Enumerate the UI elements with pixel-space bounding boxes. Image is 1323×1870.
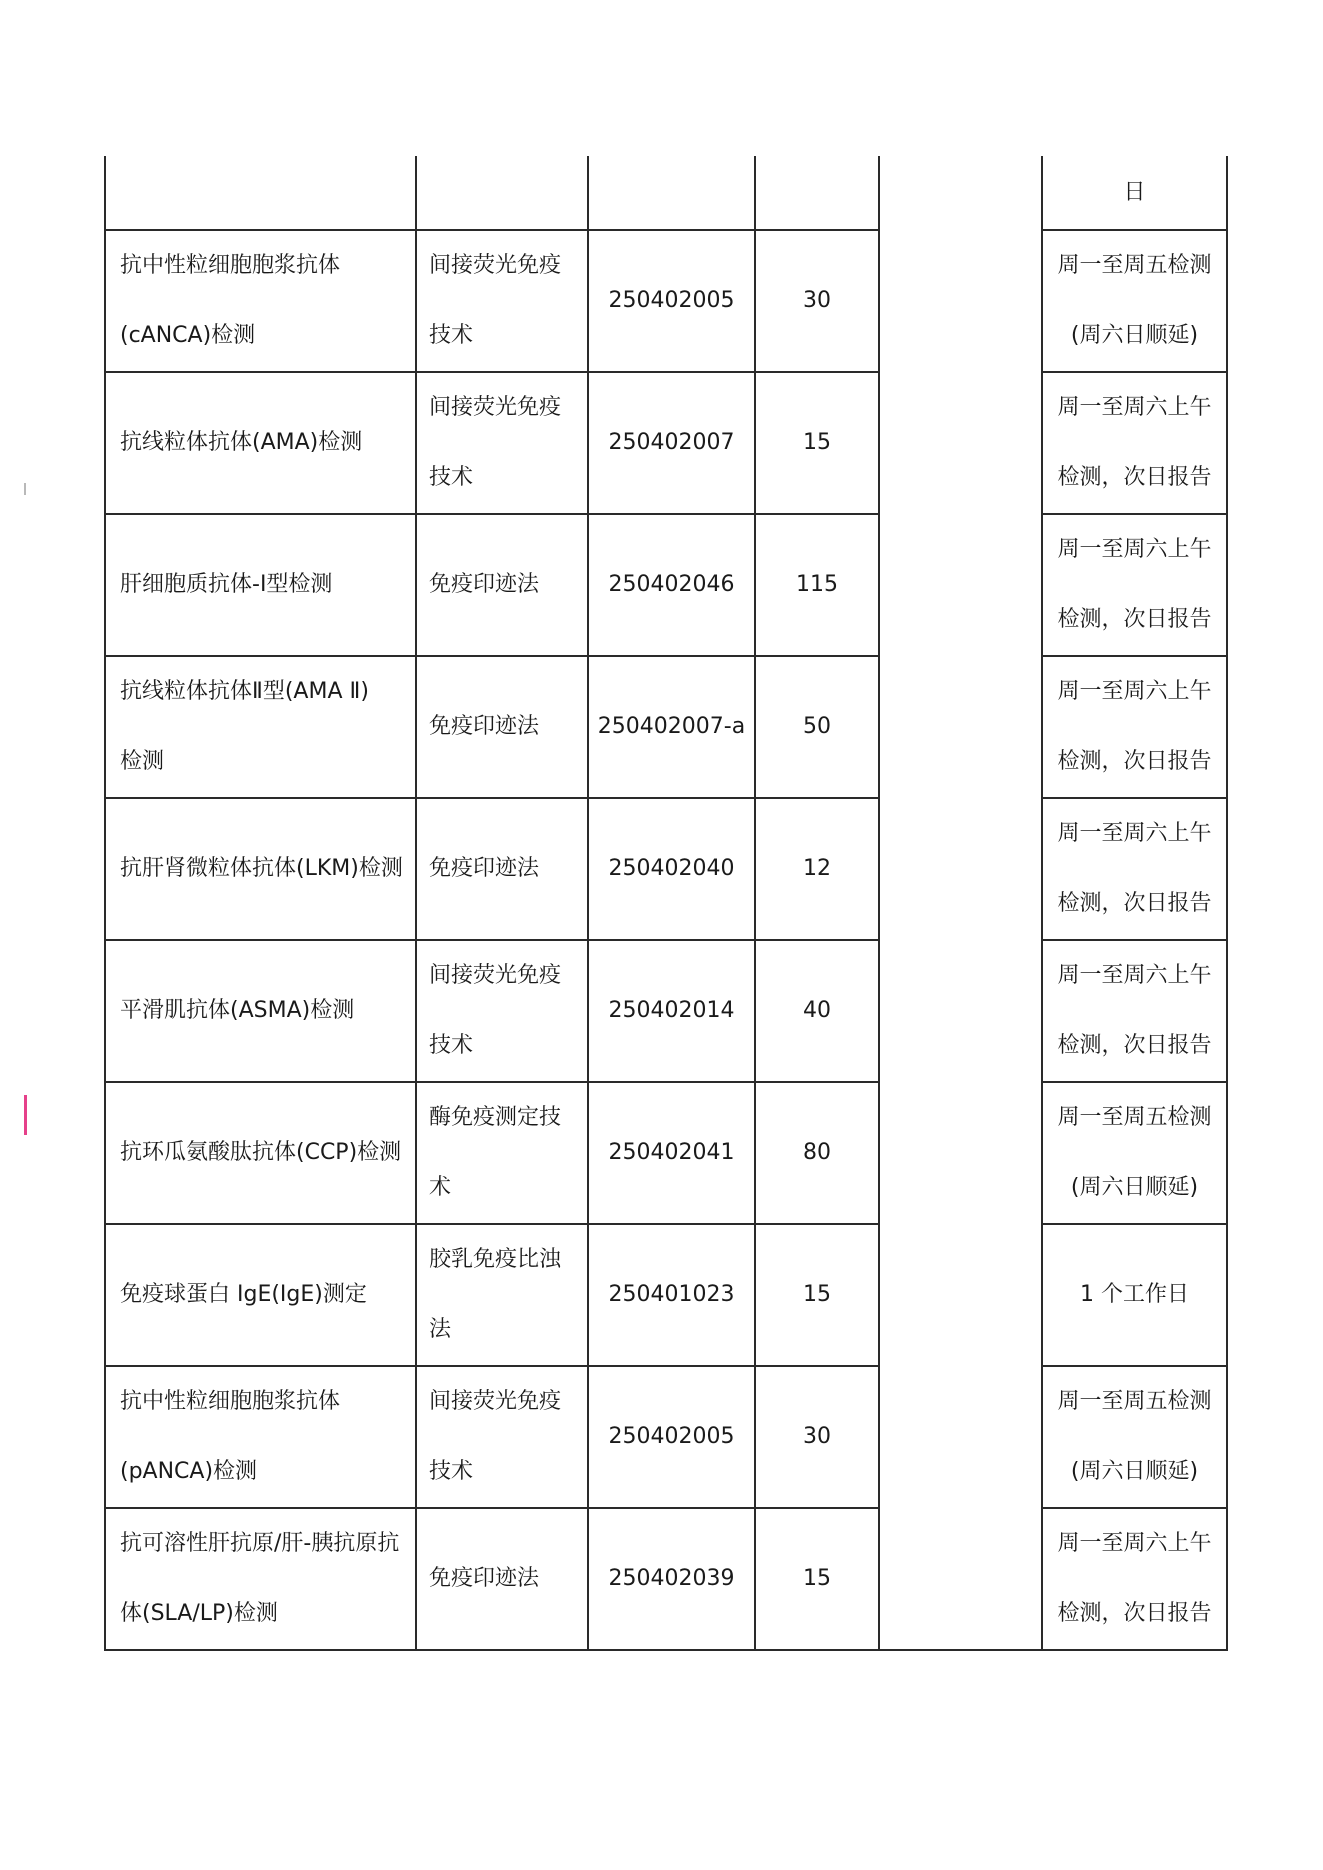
cell-code: 250402007 [588, 372, 755, 514]
cell-test-name [105, 798, 416, 940]
cell-code: 250401023 [588, 1224, 755, 1366]
cell-blank [879, 156, 1006, 230]
cell-test-name-line: 抗可溶性肝抗原/肝-胰抗原抗 [120, 1531, 400, 1556]
cell-test-name [105, 1082, 416, 1224]
cell-turnaround-time [1042, 514, 1227, 656]
table-row [105, 514, 1227, 656]
cell-method [416, 1082, 588, 1224]
cell-test-name [105, 372, 416, 514]
table-row [105, 798, 1227, 940]
cell-blank [879, 940, 1006, 1082]
cell-test-name [105, 514, 416, 656]
cell-turnaround-time [1042, 1366, 1227, 1508]
cell-code [588, 156, 755, 230]
cell-test-name-line: 检测 [120, 749, 165, 774]
cell-method-line: 胶乳免疫比浊 [429, 1247, 562, 1272]
cell-blank [1006, 940, 1042, 1082]
cell-turnaround-time [1042, 1508, 1227, 1650]
cell-code: 250402041 [588, 1082, 755, 1224]
cell-blank [879, 1224, 1006, 1366]
table-row [105, 1224, 1227, 1366]
cell-turnaround-time [1042, 230, 1227, 372]
cell-method [416, 1224, 588, 1366]
cell-price [755, 156, 879, 230]
table-body [105, 156, 1227, 1650]
cell-method [416, 1366, 588, 1508]
cell-turnaround-time-line: 周一至周六上午 [1057, 395, 1212, 420]
cell-turnaround-time-line: 检测，次日报告 [1057, 749, 1212, 774]
cell-blank [1006, 514, 1042, 656]
cell-turnaround-time-line: (周六日顺延) [1070, 323, 1199, 348]
cell-method [416, 230, 588, 372]
cell-test-name-line: (pANCA)检测 [120, 1459, 258, 1484]
cell-method-line: 免疫印迹法 [429, 1566, 540, 1591]
cell-turnaround-time-line: 周一至周五检测 [1057, 1105, 1212, 1130]
cell-turnaround-time-line: 检测，次日报告 [1057, 1601, 1212, 1626]
cell-turnaround-time-line: (周六日顺延) [1070, 1175, 1199, 1200]
table-rule-fragment [1007, 1649, 1042, 1650]
cell-turnaround-time-line: (周六日顺延) [1070, 1459, 1199, 1484]
cell-method [416, 656, 588, 798]
cell-turnaround-time: 日 [1042, 156, 1227, 230]
cell-price: 12 [755, 798, 879, 940]
cell-method-line: 免疫印迹法 [429, 714, 540, 739]
table-rule-fragment [879, 1649, 894, 1650]
cell-blank [879, 230, 1006, 372]
cell-code: 250402039 [588, 1508, 755, 1650]
cell-blank [879, 1366, 1006, 1508]
scan-artifact-mark [24, 483, 26, 495]
cell-blank [1006, 1508, 1042, 1650]
cell-method-line: 技术 [429, 323, 474, 348]
cell-method-line: 间接荧光免疫 [429, 963, 562, 988]
cell-code: 250402040 [588, 798, 755, 940]
cell-turnaround-time-line: 周一至周五检测 [1057, 253, 1212, 278]
cell-test-name [105, 1366, 416, 1508]
cell-method [416, 156, 588, 230]
cell-test-name [105, 230, 416, 372]
cell-blank [879, 514, 1006, 656]
cell-code: 250402005 [588, 1366, 755, 1508]
cell-test-name-line: 抗环瓜氨酸肽抗体(CCP)检测 [120, 1140, 402, 1165]
cell-blank [879, 372, 1006, 514]
cell-price: 80 [755, 1082, 879, 1224]
cell-test-name-line: (cANCA)检测 [120, 323, 256, 348]
cell-turnaround-time-line: 检测，次日报告 [1057, 607, 1212, 632]
table-row [105, 1082, 1227, 1224]
cell-price: 15 [755, 372, 879, 514]
cell-blank [1006, 372, 1042, 514]
cell-name [105, 156, 416, 230]
cell-method-line: 间接荧光免疫 [429, 1389, 562, 1414]
cell-test-name-line: 抗中性粒细胞胞浆抗体 [120, 253, 341, 278]
cell-price: 30 [755, 1366, 879, 1508]
table-row [105, 230, 1227, 372]
cell-price: 15 [755, 1224, 879, 1366]
cell-test-name-line: 抗线粒体抗体(AMA)检测 [120, 430, 363, 455]
cell-test-name-line: 平滑肌抗体(ASMA)检测 [120, 998, 355, 1023]
cell-code: 250402046 [588, 514, 755, 656]
cell-method [416, 372, 588, 514]
cell-blank [879, 1082, 1006, 1224]
cell-turnaround-time-line: 周一至周六上午 [1057, 679, 1212, 704]
cell-turnaround-time [1042, 798, 1227, 940]
cell-turnaround-time-line: 检测，次日报告 [1057, 1033, 1212, 1058]
table-row [105, 656, 1227, 798]
cell-blank [879, 798, 1006, 940]
cell-blank [1006, 1366, 1042, 1508]
cell-method-line: 免疫印迹法 [429, 572, 540, 597]
cell-test-name [105, 1508, 416, 1650]
cell-turnaround-time [1042, 656, 1227, 798]
cell-method-line: 术 [429, 1175, 452, 1200]
cell-method-line: 酶免疫测定技 [429, 1105, 562, 1130]
table-row [105, 1508, 1227, 1650]
cell-test-name [105, 1224, 416, 1366]
cell-blank [1006, 1224, 1042, 1366]
cell-method-line: 间接荧光免疫 [429, 253, 562, 278]
cell-method [416, 940, 588, 1082]
cell-turnaround-time-line: 检测，次日报告 [1057, 465, 1212, 490]
cell-test-name-line: 抗线粒体抗体Ⅱ型(AMA Ⅱ) [120, 679, 369, 704]
table-row [105, 940, 1227, 1082]
table-row [105, 1366, 1227, 1508]
cell-method-line: 法 [429, 1317, 452, 1342]
cell-test-name-line: 免疫球蛋白 IgE(IgE)测定 [120, 1282, 367, 1307]
cell-turnaround-time [1042, 372, 1227, 514]
cell-price: 40 [755, 940, 879, 1082]
cell-turnaround-time [1042, 1224, 1227, 1366]
cell-turnaround-time-line: 1 个工作日 [1080, 1282, 1189, 1307]
cell-price: 115 [755, 514, 879, 656]
cell-turnaround-time-line: 周一至周六上午 [1057, 821, 1212, 846]
cell-test-name-line: 肝细胞质抗体-Ⅰ型检测 [120, 572, 333, 597]
cell-method-line: 技术 [429, 465, 474, 490]
cell-code: 250402005 [588, 230, 755, 372]
cell-method [416, 514, 588, 656]
cell-code: 250402007-a [588, 656, 755, 798]
cell-code: 250402014 [588, 940, 755, 1082]
scan-artifact-pink-mark [24, 1095, 27, 1135]
cell-turnaround-time-line: 周一至周六上午 [1057, 537, 1212, 562]
cell-price: 15 [755, 1508, 879, 1650]
cell-blank [1006, 156, 1042, 230]
cell-price: 50 [755, 656, 879, 798]
cell-test-name-line: 体(SLA/LP)检测 [120, 1601, 278, 1626]
cell-turnaround-time [1042, 1082, 1227, 1224]
lab-test-price-table [104, 156, 1228, 1651]
cell-price: 30 [755, 230, 879, 372]
table-row [105, 372, 1227, 514]
cell-method-line: 技术 [429, 1459, 474, 1484]
cell-method-line: 免疫印迹法 [429, 856, 540, 881]
cell-turnaround-time-line: 检测，次日报告 [1057, 891, 1212, 916]
cell-test-name [105, 656, 416, 798]
cell-blank [879, 1508, 1006, 1650]
cell-test-name-line: 抗肝肾微粒体抗体(LKM)检测 [120, 856, 403, 881]
cell-blank [1006, 798, 1042, 940]
cell-method-line: 技术 [429, 1033, 474, 1058]
cell-method [416, 1508, 588, 1650]
cell-method [416, 798, 588, 940]
cell-test-name [105, 940, 416, 1082]
cell-blank [1006, 1082, 1042, 1224]
table-row-continued [105, 156, 1227, 230]
cell-turnaround-time-line: 周一至周六上午 [1057, 1531, 1212, 1556]
cell-blank [1006, 230, 1042, 372]
cell-turnaround-time-line: 周一至周六上午 [1057, 963, 1212, 988]
cell-turnaround-time [1042, 940, 1227, 1082]
cell-turnaround-time-line: 周一至周五检测 [1057, 1389, 1212, 1414]
cell-method-line: 间接荧光免疫 [429, 395, 562, 420]
cell-blank [1006, 656, 1042, 798]
cell-test-name-line: 抗中性粒细胞胞浆抗体 [120, 1389, 341, 1414]
cell-blank [879, 656, 1006, 798]
